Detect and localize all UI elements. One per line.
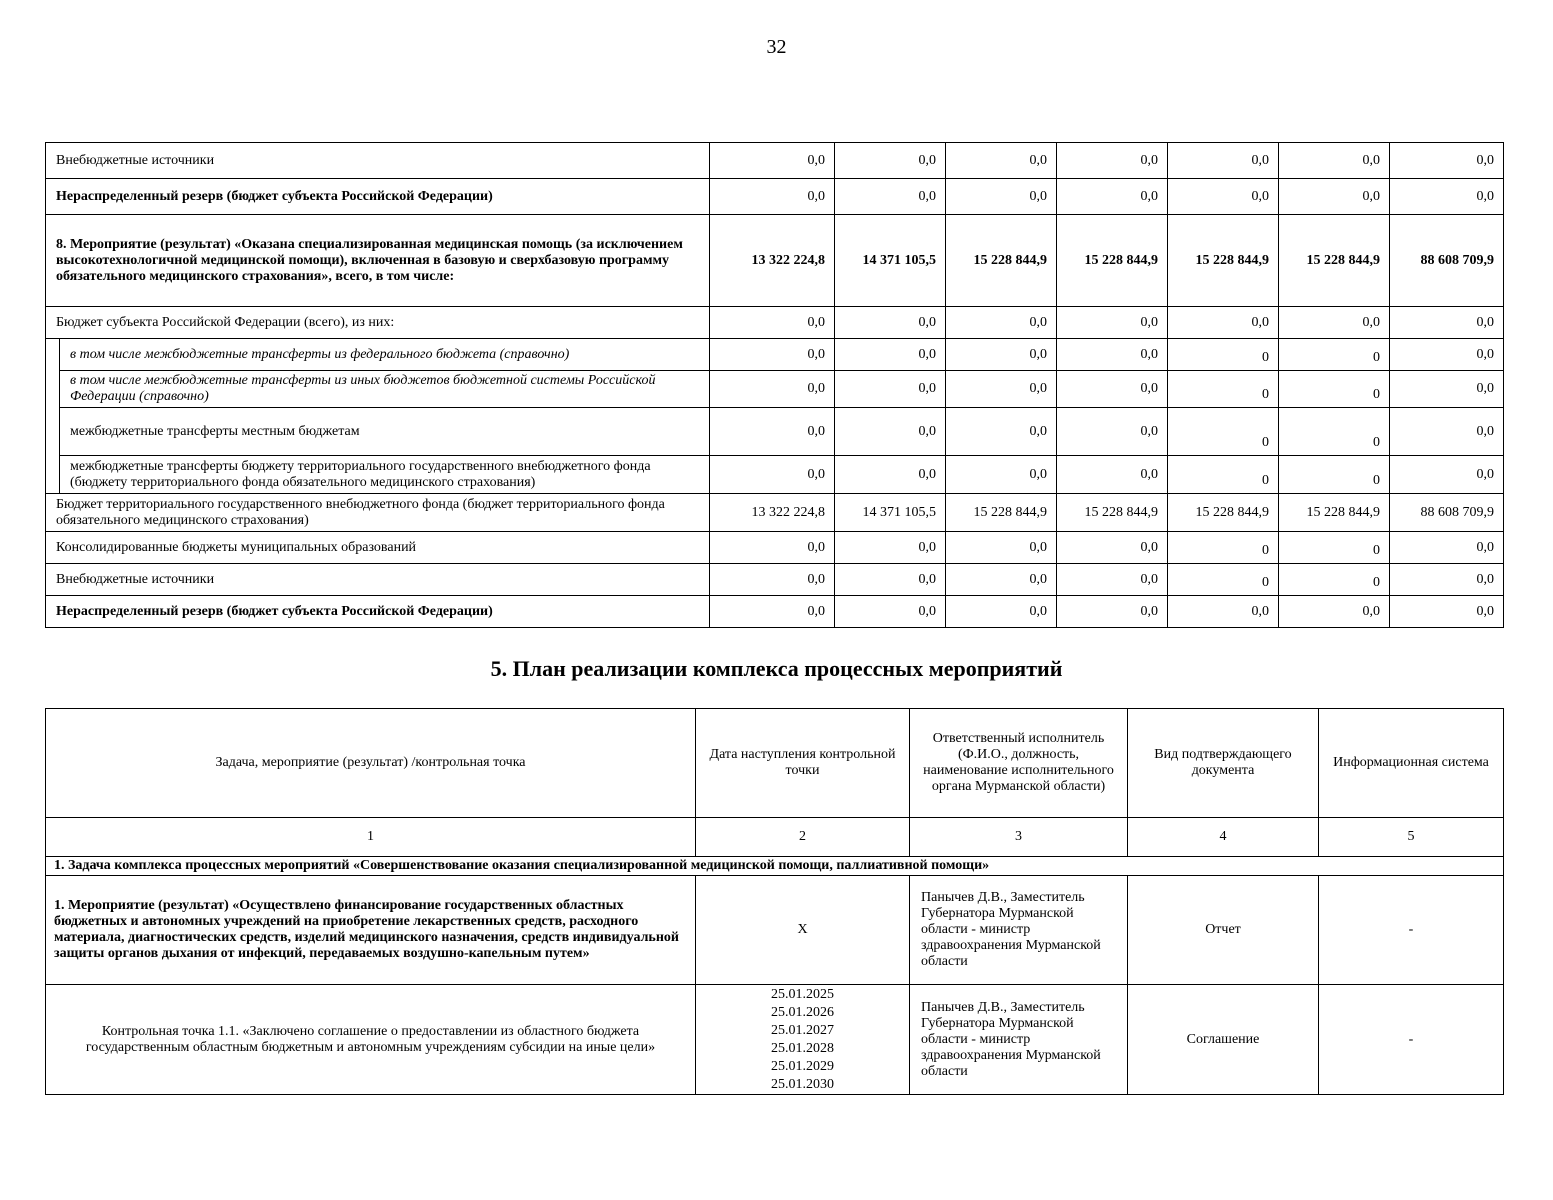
column-number: 4 — [1128, 818, 1319, 857]
table-row — [46, 339, 1504, 371]
value-cell: 0,0 — [1057, 371, 1168, 408]
column-number: 5 — [1319, 818, 1504, 857]
value-cell: 13 322 224,8 — [710, 494, 835, 532]
value-cell: 0,0 — [946, 532, 1057, 564]
value-cell: 0 — [1168, 564, 1279, 596]
event-date: X — [696, 876, 910, 985]
row-label: Бюджет территориального государственного внебюджетного фонда (бюджет территориального фонда обязательного медицинского страхования) — [46, 494, 710, 532]
indent-cell — [46, 408, 60, 456]
value-cell: 0 — [1279, 371, 1390, 408]
value-cell: 0 — [1168, 408, 1279, 456]
value-cell: 0,0 — [710, 143, 835, 179]
value-cell: 0 — [1279, 339, 1390, 371]
value-cell: 0,0 — [710, 532, 835, 564]
column-header: Вид подтверждающего документа — [1128, 709, 1319, 818]
value-cell: 0,0 — [1057, 596, 1168, 628]
column-number: 1 — [46, 818, 696, 857]
value-cell: 0,0 — [835, 339, 946, 371]
header-row — [46, 709, 1504, 818]
checkpoint-date: 25.01.2025 — [771, 986, 834, 1002]
table-row — [46, 596, 1504, 628]
checkpoint-date: 25.01.2028 — [771, 1040, 834, 1056]
table-row — [46, 532, 1504, 564]
value-cell: 0,0 — [835, 179, 946, 215]
checkpoint-date: 25.01.2027 — [771, 1022, 834, 1038]
row-label: Бюджет субъекта Российской Федерации (всего), из них: — [46, 307, 710, 339]
row-label: межбюджетные трансферты бюджету территориального государственного внебюджетного фонда (бюджету территориального фонда обязательного медицинского страхования) — [60, 456, 710, 494]
value-cell: 15 228 844,9 — [1168, 215, 1279, 307]
value-cell: 0,0 — [835, 596, 946, 628]
event-label: 1. Мероприятие (результат) «Осуществлено финансирование государственных областных бюджетных и автономных учреждений на приобретение лекарственных средств, расходного материала, диагностических средств, изделий медицинского назначения, средств индивидуальной защиты органов дыхания от инфекций, передаваемых воздушно-капельным путем» — [46, 876, 696, 985]
table-row — [46, 307, 1504, 339]
value-cell: 0,0 — [1057, 564, 1168, 596]
checkpoint-date: 25.01.2026 — [771, 1004, 834, 1020]
row-label: в том числе межбюджетные трансферты из иных бюджетов бюджетной системы Российской Федерации (справочно) — [60, 371, 710, 408]
value-cell: 0,0 — [1390, 564, 1504, 596]
value-cell: 0,0 — [835, 564, 946, 596]
column-header: Задача, мероприятие (результат) /контрольная точка — [46, 709, 696, 818]
value-cell: 0,0 — [1168, 596, 1279, 628]
checkpoint-responsible: Панычев Д.В., Заместитель Губернатора Мурманской области - министр здравоохранения Мурманской области — [910, 985, 1128, 1095]
column-header: Информационная система — [1319, 709, 1504, 818]
indent-cell — [46, 339, 60, 371]
value-cell: 0,0 — [1057, 143, 1168, 179]
value-cell: 88 608 709,9 — [1390, 494, 1504, 532]
table-row — [46, 143, 1504, 179]
value-cell: 0,0 — [1279, 596, 1390, 628]
column-number-row — [46, 818, 1504, 857]
table-row — [46, 456, 1504, 494]
event-document: Отчет — [1128, 876, 1319, 985]
indent-cell — [46, 456, 60, 494]
value-cell: 0,0 — [835, 371, 946, 408]
budget-table — [45, 142, 1504, 628]
checkpoint-date: 25.01.2029 — [771, 1058, 834, 1074]
value-cell: 0,0 — [1057, 179, 1168, 215]
value-cell: 0,0 — [710, 596, 835, 628]
value-cell: 0,0 — [1390, 371, 1504, 408]
value-cell: 0,0 — [835, 143, 946, 179]
value-cell: 0 — [1279, 456, 1390, 494]
value-cell: 0,0 — [946, 179, 1057, 215]
row-label: 8. Мероприятие (результат) «Оказана специализированная медицинская помощь (за исключением высокотехнологичной медицинской помощи), включенная в базовую и сверхбазовую программу обязательного медицинского страхования», всего, в том числе: — [46, 215, 710, 307]
value-cell: 0 — [1279, 408, 1390, 456]
value-cell: 0 — [1168, 339, 1279, 371]
value-cell: 0,0 — [1279, 143, 1390, 179]
value-cell: 0,0 — [1057, 532, 1168, 564]
value-cell: 0,0 — [835, 456, 946, 494]
value-cell: 0,0 — [946, 564, 1057, 596]
value-cell: 0,0 — [1279, 307, 1390, 339]
table-row — [46, 494, 1504, 532]
event-row — [46, 876, 1504, 985]
page-number: 32 — [766, 36, 787, 58]
value-cell: 15 228 844,9 — [1279, 494, 1390, 532]
checkpoint-date: 25.01.2030 — [771, 1076, 834, 1092]
value-cell: 0,0 — [946, 408, 1057, 456]
value-cell: 0 — [1279, 564, 1390, 596]
value-cell: 0,0 — [710, 408, 835, 456]
value-cell: 0,0 — [1390, 339, 1504, 371]
value-cell: 15 228 844,9 — [946, 494, 1057, 532]
value-cell: 0,0 — [946, 339, 1057, 371]
table-row — [46, 564, 1504, 596]
value-cell: 0,0 — [1168, 307, 1279, 339]
value-cell: 14 371 105,5 — [835, 494, 946, 532]
row-label: Нераспределенный резерв (бюджет субъекта Российской Федерации) — [46, 596, 710, 628]
value-cell: 0,0 — [835, 408, 946, 456]
value-cell: 0,0 — [1390, 143, 1504, 179]
row-label: Внебюджетные источники — [46, 564, 710, 596]
value-cell: 15 228 844,9 — [1279, 215, 1390, 307]
indent-cell — [46, 371, 60, 408]
value-cell: 0,0 — [1279, 179, 1390, 215]
table-row — [46, 408, 1504, 456]
value-cell: 0,0 — [1390, 456, 1504, 494]
section-title: 5. План реализации комплекса процессных мероприятий — [490, 656, 1063, 681]
value-cell: 0,0 — [946, 307, 1057, 339]
value-cell: 0,0 — [710, 339, 835, 371]
event-system: - — [1319, 876, 1504, 985]
plan-table — [45, 708, 1504, 1095]
value-cell: 0 — [1279, 532, 1390, 564]
checkpoint-label: Контрольная точка 1.1. «Заключено соглашение о предоставлении из областного бюджета государственным областным бюджетным и автономным учреждениям субсидии на иные цели» — [46, 985, 696, 1095]
value-cell: 15 228 844,9 — [946, 215, 1057, 307]
task-label: 1. Задача комплекса процессных мероприятий «Совершенствование оказания специализированной медицинской помощи, паллиативной помощи» — [46, 857, 1504, 876]
value-cell: 0 — [1168, 456, 1279, 494]
value-cell: 0 — [1168, 532, 1279, 564]
value-cell: 0 — [1168, 371, 1279, 408]
value-cell: 88 608 709,9 — [1390, 215, 1504, 307]
table-row — [46, 371, 1504, 408]
column-header: Дата наступления контрольной точки — [696, 709, 910, 818]
row-label: Нераспределенный резерв (бюджет субъекта Российской Федерации) — [46, 179, 710, 215]
value-cell: 0,0 — [946, 456, 1057, 494]
value-cell: 15 228 844,9 — [1057, 494, 1168, 532]
value-cell: 0,0 — [835, 532, 946, 564]
row-label: Внебюджетные источники — [46, 143, 710, 179]
value-cell: 0,0 — [710, 371, 835, 408]
value-cell: 0,0 — [946, 596, 1057, 628]
value-cell: 15 228 844,9 — [1057, 215, 1168, 307]
value-cell: 0,0 — [710, 456, 835, 494]
value-cell: 0,0 — [1057, 408, 1168, 456]
value-cell: 0,0 — [1390, 532, 1504, 564]
column-header: Ответственный исполнитель (Ф.И.О., должность, наименование исполнительного органа Мурманской области) — [910, 709, 1128, 818]
row-label: межбюджетные трансферты местным бюджетам — [60, 408, 710, 456]
value-cell: 0,0 — [1057, 307, 1168, 339]
column-number: 2 — [696, 818, 910, 857]
task-row — [46, 857, 1504, 876]
column-number: 3 — [910, 818, 1128, 857]
row-label: в том числе межбюджетные трансферты из федерального бюджета (справочно) — [60, 339, 710, 371]
value-cell: 0,0 — [946, 143, 1057, 179]
checkpoint-dates — [696, 985, 910, 1095]
checkpoint-document: Соглашение — [1128, 985, 1319, 1095]
table-row — [46, 215, 1504, 307]
checkpoint-row — [46, 985, 1504, 1095]
value-cell: 0,0 — [710, 307, 835, 339]
event-responsible: Панычев Д.В., Заместитель Губернатора Мурманской области - министр здравоохранения Мурманской области — [910, 876, 1128, 985]
value-cell: 0,0 — [946, 371, 1057, 408]
value-cell: 15 228 844,9 — [1168, 494, 1279, 532]
value-cell: 0,0 — [710, 564, 835, 596]
value-cell: 0,0 — [1390, 408, 1504, 456]
value-cell: 0,0 — [1390, 596, 1504, 628]
value-cell: 0,0 — [1390, 179, 1504, 215]
value-cell: 0,0 — [1390, 307, 1504, 339]
value-cell: 0,0 — [710, 179, 835, 215]
value-cell: 0,0 — [835, 307, 946, 339]
value-cell: 0,0 — [1057, 456, 1168, 494]
value-cell: 14 371 105,5 — [835, 215, 946, 307]
value-cell: 0,0 — [1168, 143, 1279, 179]
table-row — [46, 179, 1504, 215]
value-cell: 13 322 224,8 — [710, 215, 835, 307]
value-cell: 0,0 — [1057, 339, 1168, 371]
value-cell: 0,0 — [1168, 179, 1279, 215]
row-label: Консолидированные бюджеты муниципальных образований — [46, 532, 710, 564]
checkpoint-system: - — [1319, 985, 1504, 1095]
